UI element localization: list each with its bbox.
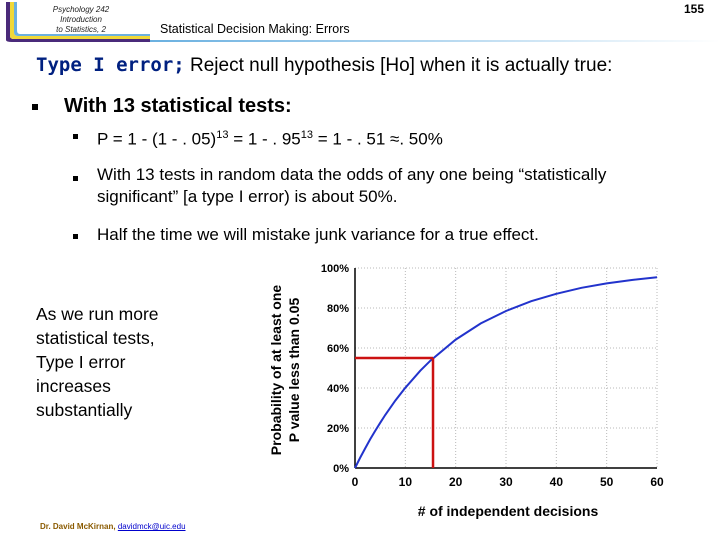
x-axis-label: # of independent decisions — [417, 503, 599, 519]
side-note: As we run more statistical tests, Type I error increases substantially — [36, 304, 159, 420]
type-i-error-chart — [255, 258, 675, 526]
y-tick-label: 40% — [326, 383, 349, 395]
sub-bullet-formula — [97, 124, 443, 151]
bullet-marker — [32, 104, 38, 110]
slide-title — [36, 54, 612, 77]
bullet-marker — [73, 234, 78, 239]
header-rule — [150, 40, 720, 42]
main-bullet: With 13 statistical tests: — [64, 95, 292, 117]
title-definition: Reject null hypothesis [Ho] when it is actually true: — [184, 55, 613, 76]
title-term: Type I error; — [36, 54, 185, 76]
bullet-marker — [73, 176, 78, 181]
y-tick-label: 0% — [333, 463, 349, 475]
x-tick-label: 50 — [599, 475, 614, 489]
formula-part-2: = 1 - . 95 — [228, 129, 301, 149]
course-line-3: to Statistics, 2 — [56, 25, 106, 34]
y-tick-label: 60% — [326, 343, 349, 355]
formula-part-1: P = 1 - (1 - . 05) — [97, 129, 217, 149]
page-number: 155 — [683, 2, 704, 16]
y-tick-label: 20% — [326, 423, 349, 435]
y-axis-label-line-1: Probability of at least one — [268, 284, 284, 456]
slide-subtitle: Statistical Decision Making: Errors — [160, 22, 350, 36]
sub-bullet-odds: With 13 tests in random data the odds of any one being “statistically significant” [a type I error) is about 50%. — [97, 165, 607, 206]
sub-bullet-junk-variance: Half the time we will mistake junk variance for a true effect. — [97, 225, 539, 244]
author-name: Dr. David McKirnan, — [40, 522, 116, 531]
author-email-link[interactable]: davidmck@uic.edu — [117, 522, 186, 531]
course-line-2: Introduction — [60, 15, 102, 24]
y-tick-label: 80% — [326, 303, 349, 315]
x-tick-label: 10 — [398, 475, 413, 489]
author-credit — [40, 522, 186, 531]
y-tick-label: 100% — [320, 263, 349, 275]
x-tick-label: 40 — [549, 475, 564, 489]
x-tick-label: 20 — [448, 475, 463, 489]
formula-exponent-1: 13 — [216, 129, 229, 141]
formula-exponent-2: 13 — [300, 129, 314, 141]
x-tick-label: 30 — [499, 475, 513, 489]
course-line-1: Psychology 242 — [52, 5, 110, 14]
bullet-marker — [73, 134, 78, 139]
x-tick-label: 0 — [351, 475, 359, 489]
formula-part-3: = 1 - . 51 ≈. 50% — [313, 129, 443, 149]
course-name — [26, 5, 136, 35]
x-tick-label: 60 — [650, 475, 664, 489]
y-axis-label-line-2: P value less than 0.05 — [286, 297, 302, 443]
